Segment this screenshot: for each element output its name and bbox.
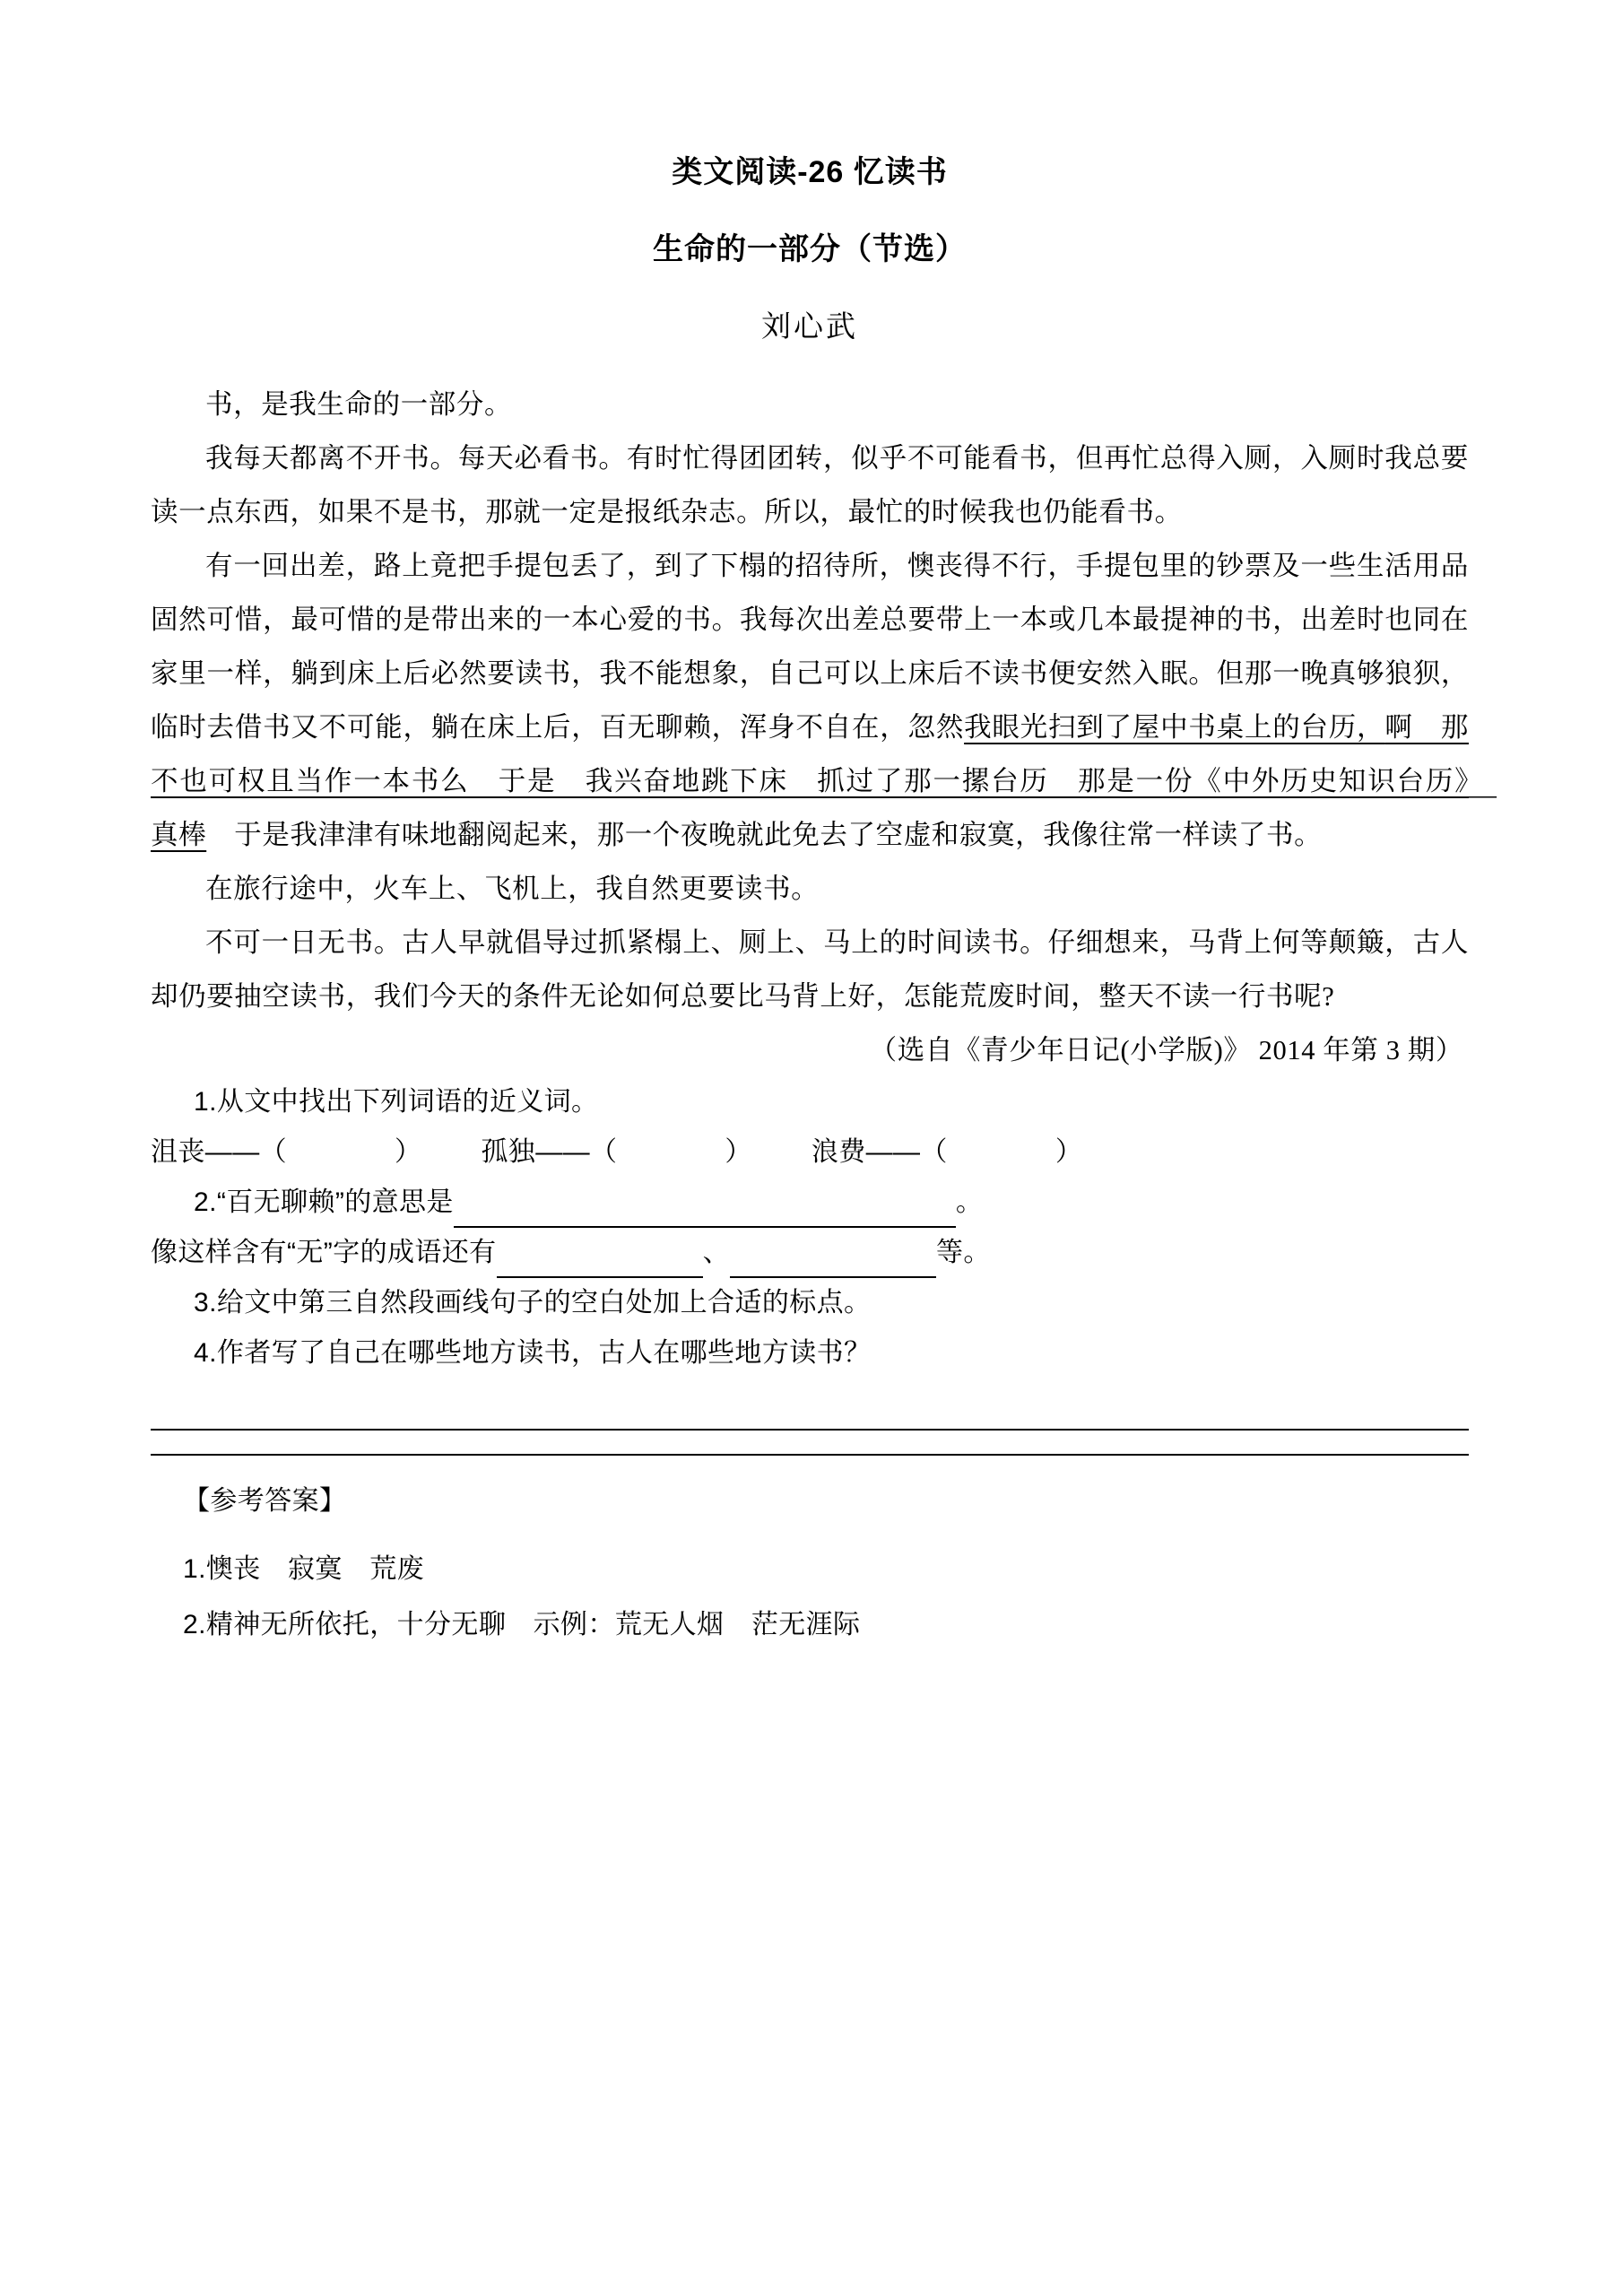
- paragraph-2: 我每天都离不开书。每天必看书。有时忙得团团转，似乎不可能看书，但再忙总得入厕，入厕时我总要读一点东西，如果不是书，那就一定是报纸杂志。所以，最忙的时候我也仍能看书。: [151, 443, 1469, 528]
- answer-key-heading: 【参考答案】: [183, 1486, 347, 1517]
- paragraph-3-before: 有一回出差，路上竟把手提包丢了，到了下榻的招待所，懊丧得不行，手提包里的钞票及一些生活用品固然可惜，最可惜的是带出来的一本心爱的书。我每次出差总要带上一本或几本最提神的书，出差时也同在家里一样，躺到床上后必然要读书，我不能想象，自己可以上床后不读书便安然入眠。但那一晚真够狼狈，临时去借书又不可能，躺在床上后，百无聊赖，浑身不自在，忽然: [151, 551, 1469, 744]
- question-2-end-punct: 。: [955, 1187, 984, 1218]
- question-2-cont-suffix: 等。: [936, 1238, 991, 1268]
- question-2-separator: 、: [702, 1238, 730, 1268]
- article-source: （选自《青少年日记(小学版)》 2014 年第 3 期）: [869, 1035, 1463, 1066]
- question-2-text: “百无聊赖”的意思是: [216, 1187, 454, 1218]
- question-2-continuation: [151, 1228, 1469, 1278]
- question-1-text: 从文中找出下列词语的近义词。: [216, 1087, 599, 1118]
- question-2-cont-prefix: 像这样含有“无”字的成语还有: [151, 1238, 497, 1268]
- article-subtitle: 生命的一部分（节选）: [653, 232, 967, 267]
- q1-close-3: ）: [1055, 1137, 1083, 1168]
- question-4: [151, 1328, 1469, 1378]
- questions-section: [151, 1077, 1469, 1431]
- question-2-blank[interactable]: [454, 1198, 956, 1229]
- paragraph-3-with-underline: [151, 539, 1497, 862]
- page-content: [151, 152, 1497, 1653]
- underlined-sentence-lead: 我眼光扫到了屋中书桌上的台历，: [964, 712, 1385, 744]
- question-2-number: 2.: [194, 1187, 217, 1218]
- answer-key-section: [151, 1474, 1469, 1653]
- q1-word-3: 浪费——（: [811, 1137, 948, 1168]
- answer-key-item-1: 1.懊丧 寂寞 荒废: [183, 1554, 425, 1585]
- question-3: [151, 1278, 1469, 1328]
- paragraph-5: 不可一日无书。古人早就倡导过抓紧榻上、厕上、马上的时间读书。仔细想来，马背上何等颠簸，古人却仍要抽空读书，我们今天的条件无论如何总要比马背上好，怎能荒废时间，整天不读一行书呢?: [151, 927, 1469, 1013]
- q1-word-1: 沮丧——（: [151, 1137, 287, 1168]
- paragraph-4: 在旅行途中，火车上、飞机上，我自然更要读书。: [205, 874, 820, 905]
- question-2-blank-b[interactable]: [730, 1248, 936, 1279]
- question-1: [151, 1077, 1469, 1127]
- question-2-blank-a[interactable]: [497, 1248, 703, 1279]
- page-title: 类文阅读-26 忆读书: [672, 155, 948, 189]
- question-1-answer-row: [151, 1127, 1469, 1178]
- q1-close-1: ）: [395, 1137, 422, 1168]
- question-4-text: 作者写了自己在哪些地方读书，古人在哪些地方读书？: [216, 1338, 872, 1369]
- question-4-answer-blank[interactable]: [151, 1378, 1469, 1431]
- question-1-number: 1.: [194, 1087, 217, 1118]
- article-body: [151, 378, 1497, 1023]
- answer-key-item-2: 2.精神无所依托，十分无聊 示例：荒无人烟 茫无涯际: [183, 1610, 861, 1640]
- section-divider: [151, 1454, 1469, 1456]
- question-4-number: 4.: [194, 1338, 217, 1369]
- question-3-number: 3.: [194, 1288, 217, 1318]
- underlined-sentence: 啊 那不也可权且当作一本书么 于是 我兴奋地跳下床 抓过了那一摞台历 那是一份《中外历史知识台历》 真棒: [151, 712, 1497, 851]
- q1-word-2: 孤独——（: [481, 1137, 618, 1168]
- paragraph-3-after: 于是我津津有味地翻阅起来，那一个夜晚就此免去了空虚和寂寞，我像往常一样读了书。: [206, 820, 1323, 851]
- question-3-text: 给文中第三自然段画线句子的空白处加上合适的标点。: [216, 1288, 872, 1318]
- question-2: [151, 1178, 1469, 1228]
- paragraph-1: 书，是我生命的一部分。: [205, 389, 513, 421]
- q1-close-2: ）: [725, 1137, 752, 1168]
- article-author: 刘心武: [761, 311, 858, 344]
